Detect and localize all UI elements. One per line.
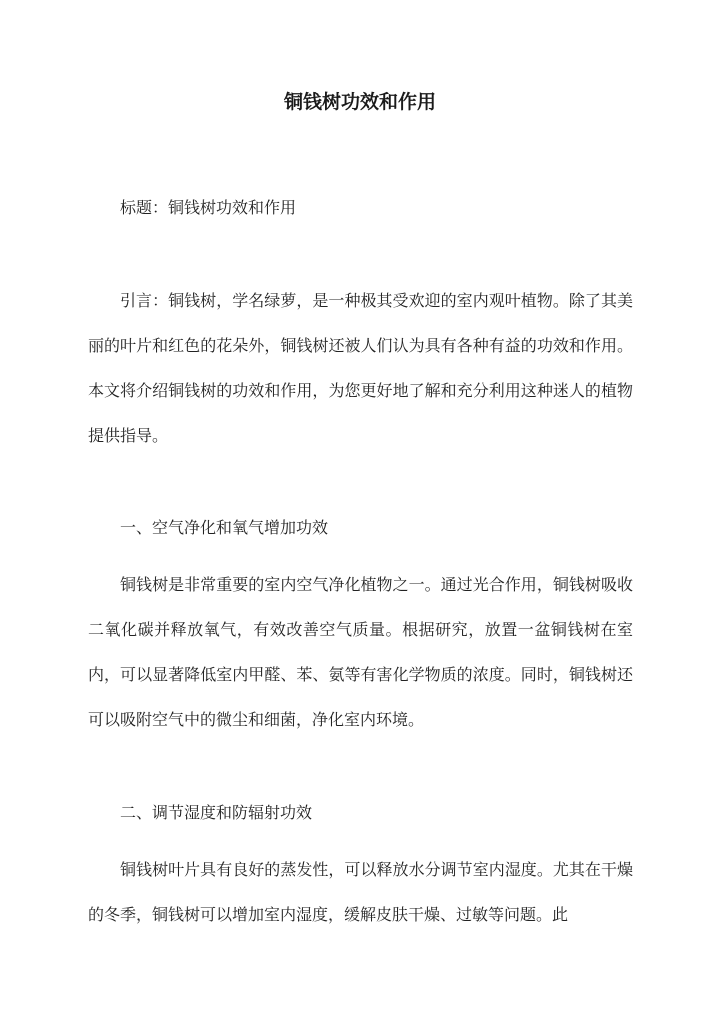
section-body-humidity: 铜钱树叶片具有良好的蒸发性，可以释放水分调节室内湿度。尤其在干燥的冬季，铜钱树可以增加室内湿度，缓解皮肤干燥、过敏等问题。此	[88, 860, 633, 924]
intro-paragraph: 引言：铜钱树，学名绿萝，是一种极其受欢迎的室内观叶植物。除了其美丽的叶片和红色的花朵外，铜钱树还被人们认为具有各种有益的功效和作用。本文将介绍铜钱树的功效和作用，为您更好地了解和充分利用这种迷人的植物提供指导。	[88, 291, 633, 445]
section-heading-humidity: 二、调节湿度和防辐射功效	[120, 803, 313, 822]
document-title: 铜钱树功效和作用	[283, 91, 436, 113]
section-body-air-purification: 铜钱树是非常重要的室内空气净化植物之一。通过光合作用，铜钱树吸收二氧化碳并释放氧气，有效改善空气质量。根据研究，放置一盆铜钱树在室内，可以显著降低室内甲醛、苯、氨等有害化学物质的浓度。同时，铜钱树还可以吸附空气中的微尘和细菌，净化室内环境。	[88, 575, 633, 729]
section-heading-air-purification: 一、空气净化和氧气增加功效	[120, 518, 329, 537]
subtitle-line: 标题：铜钱树功效和作用	[120, 198, 297, 217]
